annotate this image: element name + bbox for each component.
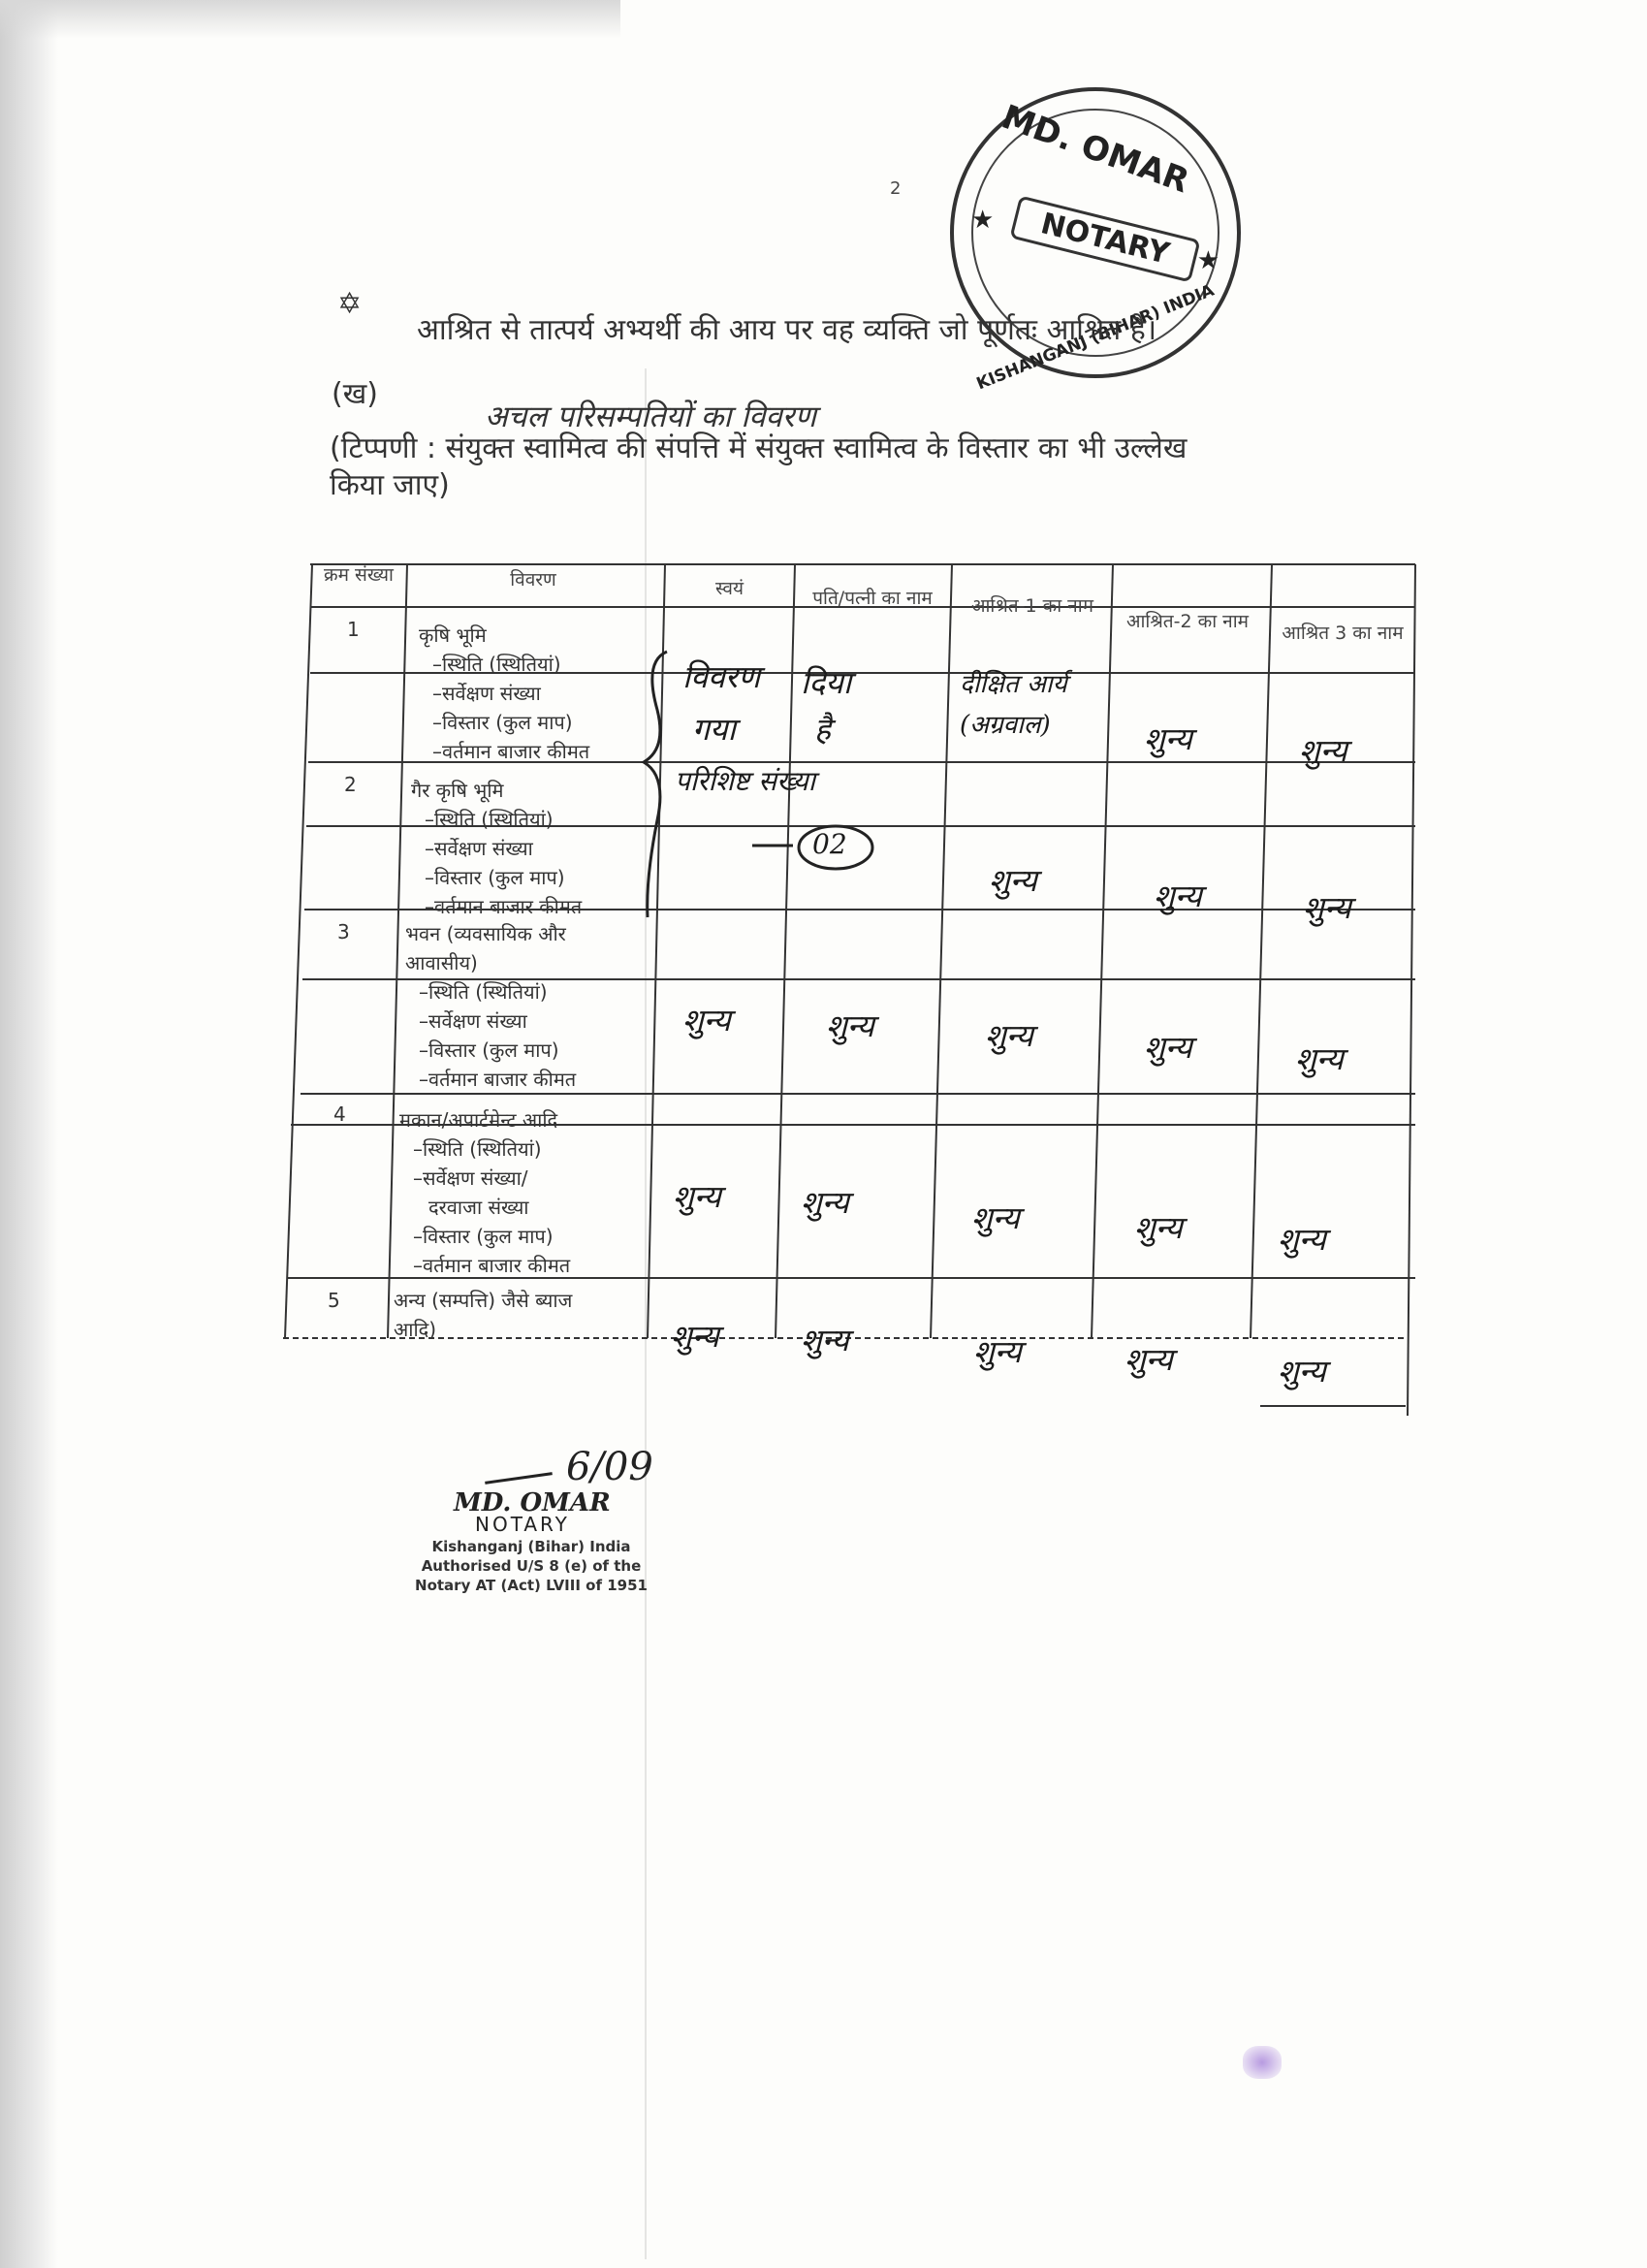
- section-heading: अचल परिसम्पतियों का विवरण: [485, 399, 816, 434]
- table-row: कृषि भूमि –स्थिति (स्थितियां) –सर्वेक्षण संख्या –विस्तार (कुल माप) –वर्तमान बाजार कीमत: [419, 623, 590, 763]
- nil-value: शुन्य: [801, 1184, 849, 1221]
- row-number: 1: [347, 618, 360, 641]
- row-number: 5: [328, 1289, 340, 1312]
- notary-details: Kishanganj (Bihar) India Authorised U/S 8 (e) of the Notary AT (Act) LVIII of 1951: [415, 1538, 648, 1594]
- nil-value: शुन्य: [1278, 1353, 1326, 1390]
- table-row: भवन (व्यवसायिक और आवासीय) –स्थिति (स्थितियां) –सर्वेक्षण संख्या –विस्तार (कुल माप) –वर्तमान बाजार कीमत: [405, 922, 577, 1091]
- stamp-title: NOTARY: [1009, 195, 1200, 282]
- nil-value: शुन्य: [1134, 1209, 1183, 1246]
- dependent-footnote: आश्रित से तात्पर्य अभ्यर्थी की आय पर वह व्यक्ति जो पूर्णतः आश्रित है।: [417, 313, 1157, 347]
- row-number: 3: [337, 920, 350, 943]
- nil-value: शुन्य: [1303, 889, 1351, 926]
- handwritten-diya: दिया: [801, 664, 852, 701]
- header-spouse: पति/पत्नी का नाम: [812, 588, 933, 609]
- nil-value: शुन्य: [1144, 720, 1192, 757]
- nil-value: शुन्य: [801, 1322, 849, 1358]
- handwritten-vivran: विवरण: [682, 658, 761, 695]
- header-self: स्वयं: [715, 578, 744, 599]
- handwritten-parishisht: परिशिष्ट संख्या: [675, 765, 815, 797]
- row-number: 4: [333, 1102, 346, 1126]
- handwritten-dep1-surname: (अग्रवाल): [960, 711, 1051, 740]
- row-number: 2: [344, 773, 357, 796]
- notary-name: MD. OMAR: [454, 1488, 611, 1517]
- nil-value: शुन्य: [989, 862, 1037, 899]
- nil-value: शुन्य: [682, 1002, 731, 1038]
- nil-value: शुन्य: [673, 1178, 721, 1215]
- nil-value: शुन्य: [1124, 1341, 1173, 1378]
- nil-value: शुन्य: [1144, 1029, 1192, 1066]
- header-serial: क्रम संख्या: [324, 564, 394, 586]
- section-note-line2: किया जाए): [330, 468, 450, 502]
- stamp-star-icon: ★: [1196, 246, 1219, 275]
- header-details: विवरण: [510, 569, 556, 591]
- header-dep2: आश्रित-2 का नाम: [1126, 611, 1249, 632]
- nil-value: शुन्य: [1299, 732, 1347, 769]
- nil-value: शुन्य: [1154, 878, 1202, 914]
- footnote-star-icon: ✡: [337, 287, 363, 321]
- nil-value: शुन्य: [826, 1007, 874, 1044]
- nil-value: शुन्य: [973, 1333, 1022, 1370]
- handwritten-dep1-name: दीक्षित आर्य: [960, 670, 1067, 699]
- stamp-place: KISHANGANJ (BIHAR) INDIA: [973, 280, 1218, 395]
- section-label: (ख): [332, 377, 378, 411]
- stamp-star-icon: ★: [971, 206, 995, 235]
- notary-title: NOTARY: [475, 1513, 570, 1536]
- header-dep3: आश्रित 3 का नाम: [1282, 623, 1404, 644]
- nil-value: शुन्य: [1295, 1040, 1344, 1077]
- handwritten-hai: है: [814, 711, 831, 748]
- header-dep1: आश्रित-1 का नाम: [971, 595, 1093, 617]
- nil-value: शुन्य: [671, 1318, 719, 1355]
- stamp-name: MD. OMAR: [997, 97, 1194, 202]
- nil-value: शुन्य: [985, 1017, 1033, 1054]
- table-row: गैर कृषि भूमि –स्थिति (स्थितियां) –सर्वेक्षण संख्या –विस्तार (कुल माप) –वर्तमान बाजार कीमत: [411, 779, 583, 918]
- table-row: मकान/अपार्टमेन्ट आदि –स्थिति (स्थितियां) –सर्वेक्षण संख्या/ दरवाजा संख्या –विस्तार (कुल माप) –वर्तमान बाजार कीमत: [399, 1108, 571, 1277]
- handwritten-gaya: गया: [692, 711, 736, 748]
- section-note-line1: (टिप्पणी : संयुक्त स्वामित्व की संपत्ति में संयुक्त स्वामित्व के विस्तार का भी उल्लेख: [330, 431, 1188, 465]
- handwritten-number: 02: [812, 828, 847, 860]
- nil-value: शुन्य: [971, 1199, 1020, 1236]
- ink-mark: [1243, 2046, 1282, 2079]
- notary-signature: 6/09: [485, 1445, 653, 1489]
- nil-value: शुन्य: [1278, 1221, 1326, 1258]
- table-row: अन्य (सम्पत्ति) जैसे ब्याज आदि): [394, 1289, 573, 1341]
- page-number: 2: [890, 178, 902, 199]
